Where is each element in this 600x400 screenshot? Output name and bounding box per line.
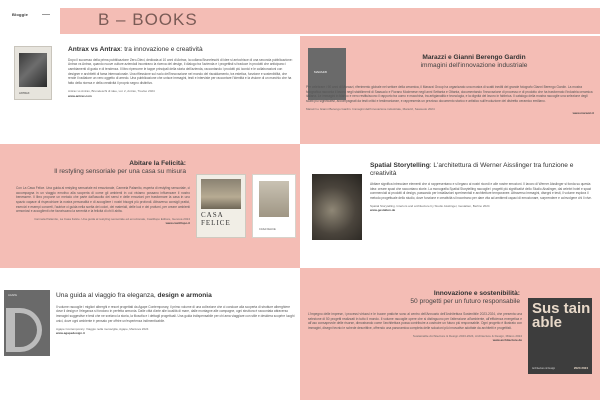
antrax-cover-image bbox=[19, 53, 47, 87]
spatial-book-cover bbox=[312, 174, 362, 240]
spatial-cover-image bbox=[312, 174, 362, 240]
design-title bbox=[56, 292, 296, 300]
design-cover-letter-d bbox=[6, 308, 42, 352]
spatial-meta: Spatial Storytelling. Interiors and architecture by Studio Aisslinger, Gestalten, Berlino 2024 bbox=[370, 203, 490, 208]
sust-title: Innovazione e sostenibilità: bbox=[433, 290, 520, 297]
section-title: B – BOOKS bbox=[98, 10, 198, 29]
casa-felice-body: Con La Casa Felice. Una guida al restyling sensoriale ed emozionale, Carmela Palamito, esperta di restyling sensoriale, ci accompagna in un viaggio emotivo alla scoperta di come gli ambienti in cui viviamo possano influenzare il nostro benessere. Il libro propone un metodo che parte dall'ascolto dei sensi e delle emozioni per trasformare la casa in uno spazio capace di rispecchiare la nostra personalità e di accogliere i nostri bisogni più profondi. Attraverso consigli pratici, esercizi e esempi concreti, l'autrice ci guida nella scelta dei colori, dei materiali, delle luci e dei profumi, per creare ambienti armoniosi e accoglienti che favoriscano la serenità e la felicità di chi li abita. bbox=[16, 186, 190, 214]
article-marazzi bbox=[300, 36, 600, 144]
casa-felice-cover-title: CASA FELICE bbox=[201, 211, 231, 227]
sust-url[interactable]: www.architecture.de bbox=[492, 337, 522, 342]
marazzi-url[interactable]: www.marazzi.it bbox=[572, 110, 594, 115]
marazzi-subtitle: immagini dell'innovazione industriale bbox=[420, 61, 528, 69]
design-url[interactable]: www.agapedesign.it bbox=[56, 331, 85, 336]
casa-felice-cover-back bbox=[252, 174, 296, 238]
spatial-body: Abitare significa intrecciare elementi che ci rappresentano e si legano ai nostri ricordi e alle nostre emozioni. Il lavoro di Werner Aisslinger si fonda su questa idea: creare spazi che raccontano storie. La monografia Spatial Storytelling raccoglie i progetti più significativi dello Studio Aisslinger, dai celebri hotel e spazi commerciali ai prodotti di design, passando per installazioni sperimentali e architetture temporanee. Attraverso immagini, disegni e testi, il volume esplora il metodo progettuale dello studio, dove funzione e creatività si incontrano per dare vita ad ambienti capaci di emozionare, sorprendere e coinvolgere chi li vive. bbox=[370, 182, 592, 201]
antrax-subtitle: : tra innovazione e creatività bbox=[120, 46, 203, 53]
spatial-url[interactable]: www.gestalten.de bbox=[370, 208, 396, 213]
sust-subtitle: 50 progetti per un futuro responsabile bbox=[410, 297, 520, 305]
marazzi-title: Marazzi e Gianni Berengo Gardin bbox=[422, 54, 526, 61]
spatial-subtitle: : L'architettura di Werner Aisslinger tra funzione e creatività bbox=[370, 162, 574, 177]
marazzi-meta: Marazzi e Gianni Berengo Gardin. Immagini dell'innovazione industriale, Marazzi, Sassuolo 2024 bbox=[306, 106, 435, 111]
design-body: Il volume raccoglie i migliori alberghi e resort progettati da Agape Contemporary, il primo volume di una collezione che ci conduce alla scoperta di strutture alberghiere dove il design e l'eleganza si fondono in perfetta armonia. Dalle città d'arte alle località di mare, dalle montagne alle campagne, ogni struttura è raccontata attraverso immagini suggestive e testi che ne svelano la storia, la filosofia e i dettagli progettuali. Una guida indispensabile per chi ama viaggiare con stile e desidera scoprire luoghi unici, dove ogni ambiente è pensato per offrire un'esperienza indimenticabile. bbox=[56, 304, 295, 323]
sust-meta: Sustainable Architecture & Design 2023-2024, Architecture & Design, Milano 2024 bbox=[412, 333, 522, 338]
spatial-title-bold: Spatial Storytelling bbox=[370, 162, 430, 169]
page-header bbox=[0, 0, 600, 34]
article-design bbox=[0, 268, 300, 400]
casa-felice-back-photo bbox=[259, 181, 289, 217]
sust-cover-word: Sus tain able bbox=[532, 300, 591, 332]
casa-felice-meta: Carmela Palamito, La Casa Felice. Una guida al restyling sensoriale ed emozionale, Castillopo Editore, Genova 2024 bbox=[34, 216, 190, 221]
antrax-meta: Antrax vs Antrax, Bruneleschi di idee, vol. 2, Antrax, Treviso 2024 bbox=[68, 89, 155, 94]
article-spatial bbox=[300, 144, 600, 268]
antrax-book-cover bbox=[14, 46, 52, 100]
sust-cover-year: 2023 2024 bbox=[573, 366, 588, 370]
sust-body: L'impegno delle imprese, i processi virtuosi e le buone pratiche sono al centro dell'Annuario dell'Architettura Sostenibile 2023-2024, che presenta una selezione di 50 progetti realizzati in tutto il mondo. Il volume raccoglie opere che si distinguono per l'attenzione all'ambiente, all'efficienza energetica e all'uso consapevole delle risorse, dimostrando come l'architettura possa contribuire a costruire un futuro più responsabile. Ogni progetto è illustrato con immagini, disegni tecnici e schede descrittive, offrendo una panoramica completa delle soluzioni più innovative adottate da architetti e progettisti. bbox=[308, 312, 522, 330]
antrax-title bbox=[68, 46, 294, 54]
marazzi-body: Per celebrare i 90 anni di Marazzi, riferimento globale nel settore della ceramica, il Marazzi Group ha organizzato una mostra di scatti inediti del grande fotografo Gianni Berengo Gardin. La mostra fotografica racconta il lavoro negli stabilimenti di Sassuolo e Fiorano Modenese negli anni Settanta e Ottanta, documentando l'innovazione di processo e di prodotto che ha trasformato l'industria ceramica italiana. Le immagini in bianco e nero restituiscono il rapporto tra uomo e macchina, tra artigianalità e tecnologia, e la dignità del lavoro in fabbrica. Il catalogo della mostra raccoglie una selezione degli scatti più significativi, accompagnati da testi critici e testimonianze, e rappresenta un prezioso documento storico e artistico sull'evoluzione del distretto ceramico emiliano. bbox=[306, 85, 593, 103]
casa-felice-title: Abitare la Felicità: bbox=[129, 160, 186, 167]
article-casa-felice bbox=[0, 144, 300, 268]
design-meta: Agape Contemporary. Viaggio nella meraviglia, Agape, Mantova 2024 bbox=[56, 327, 149, 332]
marazzi-cover-label: MARAZZI bbox=[314, 70, 328, 74]
sust-book-cover bbox=[528, 298, 592, 374]
casa-felice-url[interactable]: www.castillopo.it bbox=[165, 221, 190, 226]
article-antrax bbox=[0, 36, 300, 144]
magazine-logo: Bloggie bbox=[12, 12, 29, 17]
header-divider bbox=[42, 14, 50, 15]
article-sustainability bbox=[300, 268, 600, 400]
antrax-title-bold: Antrax vs Antrax bbox=[68, 46, 121, 53]
design-book-cover bbox=[4, 290, 50, 356]
antrax-cover-label: ANTRAX bbox=[19, 92, 30, 95]
casa-felice-subtitle: Il restyling sensoriale per una casa su misura bbox=[54, 167, 186, 175]
design-cover-label: AGAPE bbox=[8, 294, 17, 297]
antrax-url[interactable]: www.antrax.com bbox=[68, 93, 92, 98]
design-title-regular: Una guida al viaggio fra eleganza, bbox=[56, 292, 158, 299]
spatial-title bbox=[370, 162, 594, 177]
casa-felice-back-label: CASA FELICE bbox=[259, 228, 276, 231]
casa-felice-cover-front bbox=[196, 174, 246, 238]
sust-cover-label: Architecture & Design bbox=[532, 367, 556, 370]
antrax-body: Dopo il successo della prima pubblicazione Zero-Dieci, dedicata ai 10 anni di Antrax, la collana Bruneleschi di idee si arricchisce di una seconda pubblicazione: Antrax vs Antrax, quando nuove culture aziendali incontrano la ricerca del design, il dialogo tra l'azienda e i progettisti si traduce in prodotti che anticipano i cambiamenti di gusto e di tendenza. Il libro ripercorre le tappe principali della storia dell'azienda, raccontando i prodotti più iconici e le collaborazioni con designer e architetti di fama internazionale. Una riflessione sul ruolo dell'innovazione nel mondo del riscaldamento, tra estetica, funzione e sostenibilità, che rende il radiatore un vero oggetto di arredo. Una pubblicazione che unisce immagini, testi e interviste per raccontare l'identità e la visione di un marchio che ha fatto della ricerca e della creatività il proprio segno distintivo. bbox=[68, 57, 293, 85]
casa-felice-cover-photo bbox=[201, 179, 241, 209]
design-title-bold: design e armonia bbox=[157, 292, 212, 299]
